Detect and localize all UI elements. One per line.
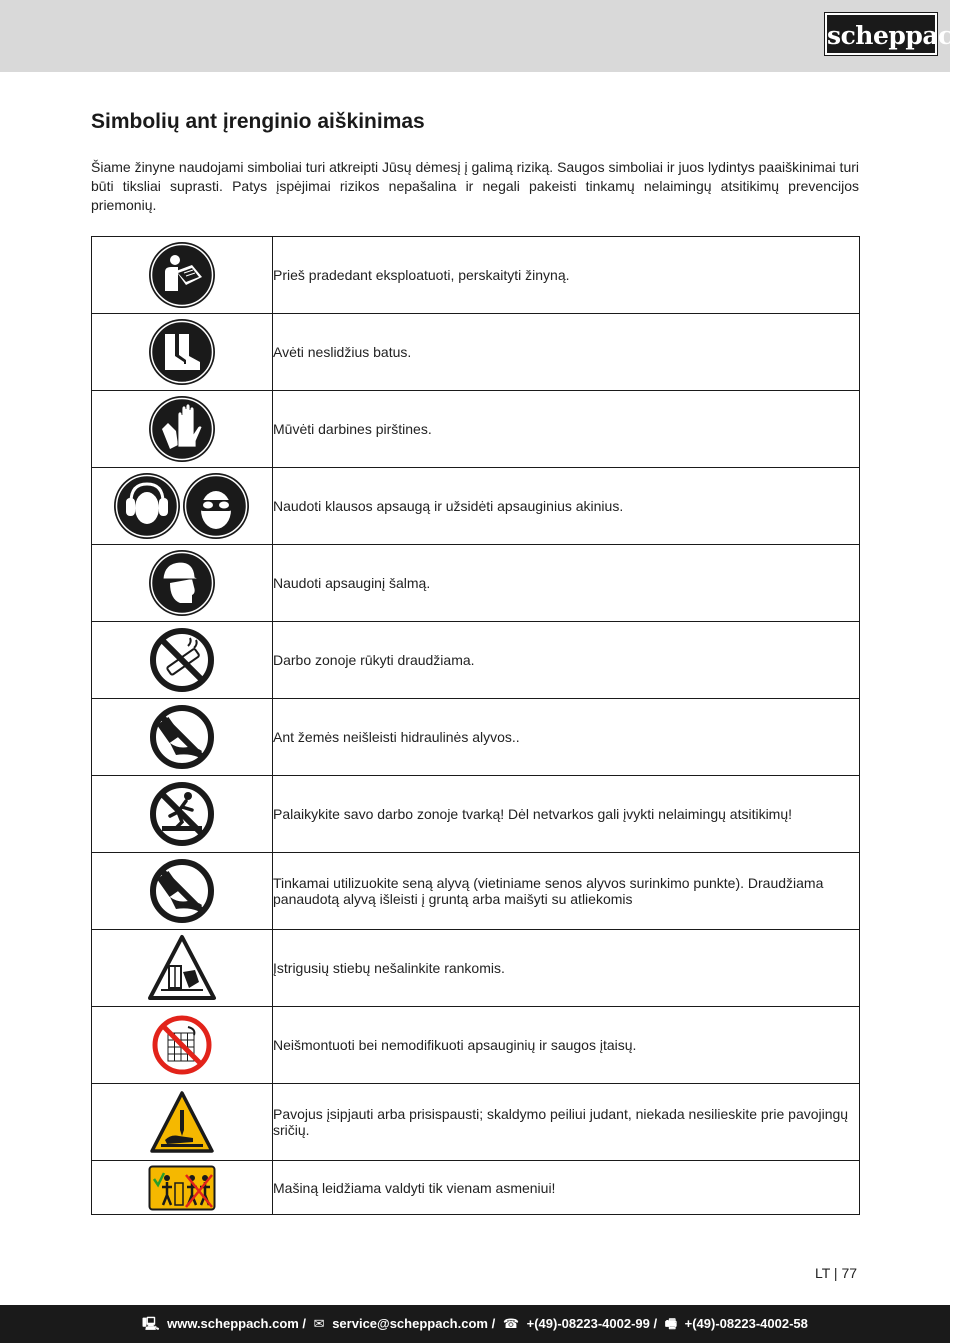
footer-phone: +(49)-08223-4002-99 / (526, 1316, 658, 1331)
stuck-log-warning-icon (147, 934, 217, 1002)
symbol-description: Įstrigusių stiebų nešalinkite rankomis. (273, 930, 860, 1007)
symbol-description: Neišmontuoti bei nemodifikuoti apsauginių ir saugos įtaisų. (273, 1007, 860, 1084)
table-row (92, 468, 860, 545)
icon-cell (92, 468, 273, 545)
no-oil-dump-icon (148, 857, 216, 925)
footer-contact-bar (0, 1305, 950, 1343)
read-manual-icon (148, 241, 216, 309)
table-row (92, 699, 860, 776)
table-row (92, 853, 860, 930)
icon-cell (92, 930, 273, 1007)
no-guard-removal-icon (150, 1013, 214, 1077)
symbol-description: Naudoti klausos apsaugą ir užsidėti apsauginius akinius. (273, 468, 860, 545)
icon-cell (92, 545, 273, 622)
symbol-description: Avėti neslidžius batus. (273, 314, 860, 391)
table-row (92, 1007, 860, 1084)
table-row (92, 391, 860, 468)
icon-cell (92, 391, 273, 468)
no-oil-spill-icon (148, 703, 216, 771)
icon-cell (92, 314, 273, 391)
footer-email[interactable]: service@scheppach.com / (332, 1316, 496, 1331)
symbol-description: Tinkamai utilizuokite seną alyvą (vietiniame senos alyvos surinkimo punkte). Draudžiama panaudotą alyvą išleisti į gruntą arba maišyti su atliekomis (273, 853, 860, 930)
symbol-description: Darbo zonoje rūkyti draudžiama. (273, 622, 860, 699)
icon-cell (92, 853, 273, 930)
symbol-description: Prieš pradedant eksploatuoti, perskaityti žinyną. (273, 237, 860, 314)
safety-helmet-icon (148, 549, 216, 617)
footer-fax: +(49)-08223-4002-58 (684, 1316, 808, 1331)
safety-boots-icon (148, 318, 216, 386)
table-row (92, 776, 860, 853)
computer-icon: 🖳 (142, 1316, 160, 1331)
icon-cell (92, 1007, 273, 1084)
icon-cell (92, 1084, 273, 1161)
crush-hazard-icon (149, 1090, 215, 1154)
icon-cell (92, 237, 273, 314)
no-trip-hazard-icon (148, 780, 216, 848)
footer-web[interactable]: www.scheppach.com / (167, 1316, 307, 1331)
phone-icon: ☎ (502, 1316, 520, 1331)
symbols-table (91, 236, 860, 1215)
envelope-icon: ✉ (313, 1316, 325, 1331)
icon-cell (92, 699, 273, 776)
intro-paragraph: Šiame žinyne naudojami simboliai turi atkreipti Jūsų dėmesį į galimą riziką. Saugos simboliai ir juos lydintys paaiškinimai turi būti tiksliai suprasti. Patys įspėjimai rizikos nepašalina ir negali pakeisti tinkamų nelaimingų atsitikimų prevencijos priemonių. (91, 159, 859, 213)
table-row (92, 1161, 860, 1215)
page-title: Simbolių ant įrenginio aiškinimas (91, 110, 425, 133)
table-row (92, 314, 860, 391)
table-row (92, 545, 860, 622)
header-band (0, 0, 950, 72)
symbol-description: Naudoti apsauginį šalmą. (273, 545, 860, 622)
table-row (92, 930, 860, 1007)
fax-icon: 🖷 (664, 1316, 677, 1331)
symbol-description: Mašiną leidžiama valdyti tik vienam asmeniui! (273, 1161, 860, 1215)
symbol-description: Palaikykite savo darbo zonoje tvarką! Dėl netvarkos gali įvykti nelaimingų atsitikimų! (273, 776, 860, 853)
table-row (92, 1084, 860, 1161)
symbol-description: Pavojus įsipjauti arba prisispausti; skaldymo peiliui judant, niekada nesilieskite prie pavojingų sričių. (273, 1084, 860, 1161)
single-operator-icon (148, 1165, 216, 1211)
icon-cell (92, 776, 273, 853)
icon-cell (92, 1161, 273, 1215)
symbol-description: Ant žemės neišleisti hidraulinės alyvos.. (273, 699, 860, 776)
ear-eye-protection-icon (114, 472, 250, 540)
no-smoking-icon (148, 626, 216, 694)
page-number: LT | 77 (815, 1265, 858, 1281)
work-gloves-icon (148, 395, 216, 463)
brand-logo: scheppach (825, 13, 937, 55)
table-row (92, 622, 860, 699)
icon-cell (92, 622, 273, 699)
symbol-description: Mūvėti darbines pirštines. (273, 391, 860, 468)
table-row (92, 237, 860, 314)
